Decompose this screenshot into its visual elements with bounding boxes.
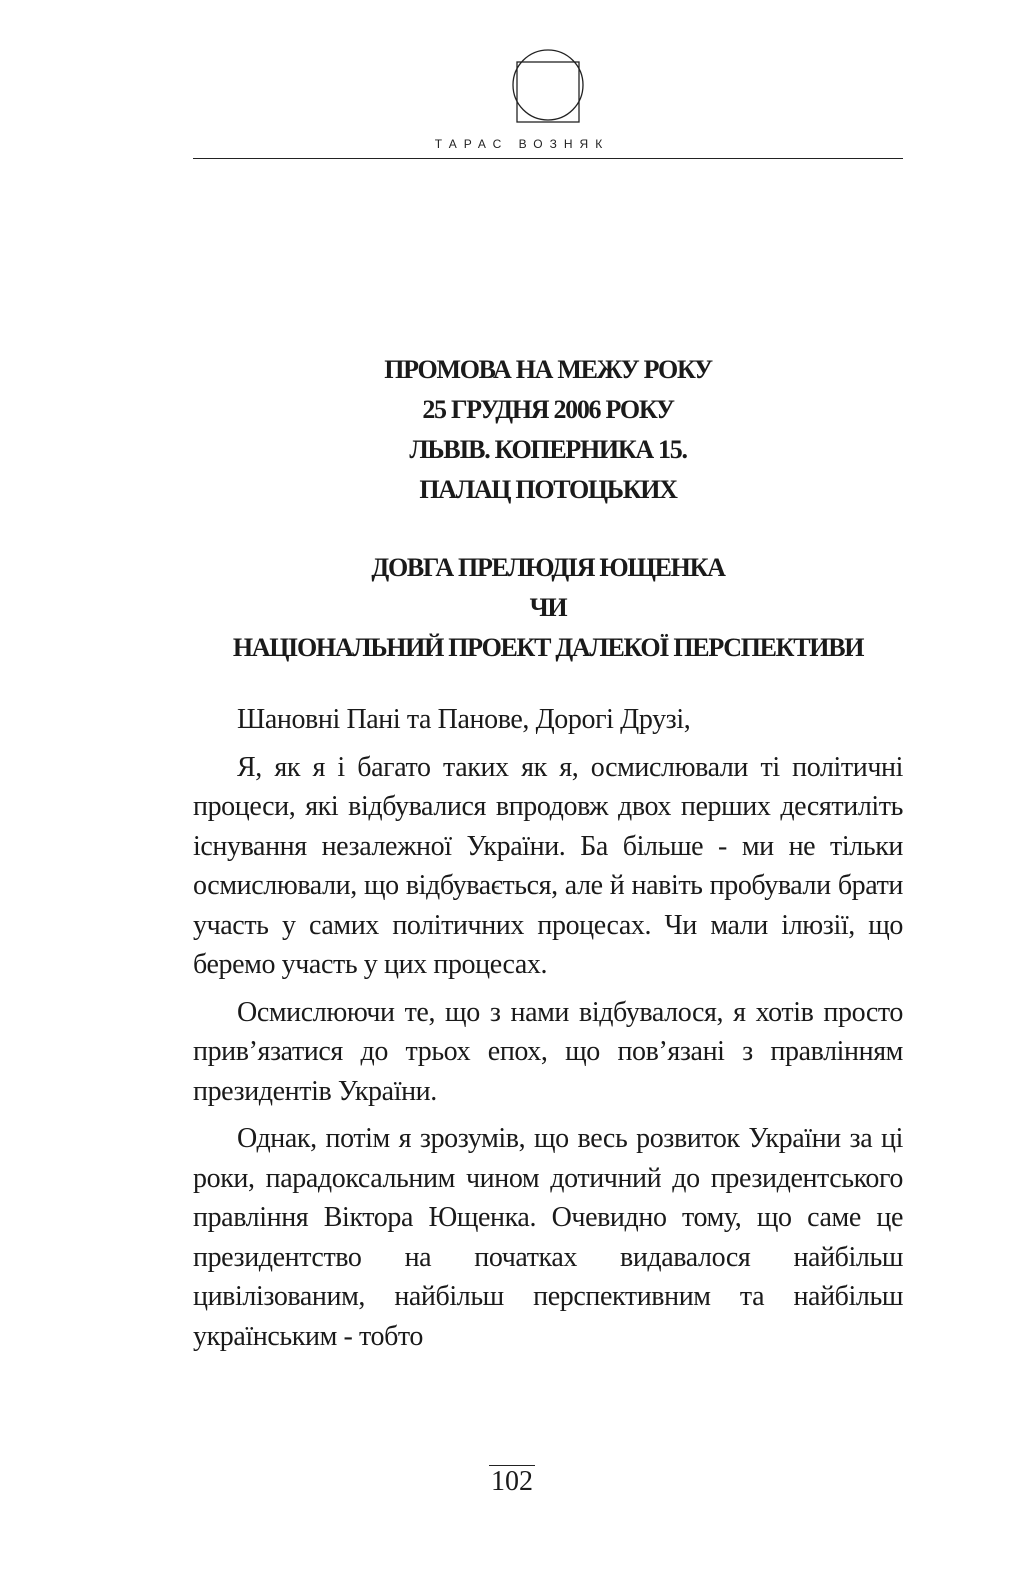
page-number-value: 102 — [491, 1466, 533, 1497]
paragraph-greeting: Шановні Пані та Панове, Дорогі Друзі, — [237, 704, 691, 735]
title-line-3: ЛЬВІВ. КОПЕРНИКА 15. — [409, 435, 687, 464]
subtitle-line-1: ДОВГА ПРЕЛЮДІЯ ЮЩЕНКА — [371, 553, 725, 582]
document-subtitle — [193, 548, 903, 668]
title-line-2: 25 ГРУДНЯ 2006 РОКУ — [422, 395, 674, 424]
title-line-1: ПРОМОВА НА МЕЖУ РОКУ — [384, 355, 712, 384]
subtitle-line-2: ЧИ — [529, 593, 567, 622]
paragraph: Я, як я і багато таких як я, осмислювали ті політичні процеси, які відбувалися впродовж двох перших десятиліть існування незалежної України. Ба більше - ми не тільки осмислювали, що відбувається, але й навіть пробували брати участь у самих політичних процесах. Чи мали ілюзії, що беремо участь у цих процесах. — [193, 751, 903, 980]
header-rule — [193, 158, 903, 159]
paragraph: Однак, потім я зрозумів, що весь розвиток України за ці роки, парадоксальним чином дотичний до президентського правління Віктора Ющенка. Очевидно тому, що саме це президентство на початках видавалося найбільш цивілізованим, найбільш перспективним та найбільш українським - тобто — [193, 1123, 903, 1352]
page-number — [0, 1466, 1024, 1498]
circle-in-square-emblem-icon — [510, 47, 586, 123]
subtitle-line-3: НАЦІОНАЛЬНИЙ ПРОЕКТ ДАЛЕКОЇ ПЕРСПЕКТИВИ — [232, 633, 864, 662]
document-title — [193, 350, 903, 510]
title-line-4: ПАЛАЦ ПОТОЦЬКИХ — [419, 475, 677, 504]
paragraph: Осмислюючи те, що з нами відбувалося, я хотів просто прив’язатися до трьох епох, що пов’язані з правлінням президентів України. — [193, 996, 903, 1107]
body-text — [193, 700, 903, 1364]
running-header-title: ТАРАС ВОЗНЯК — [434, 137, 610, 151]
